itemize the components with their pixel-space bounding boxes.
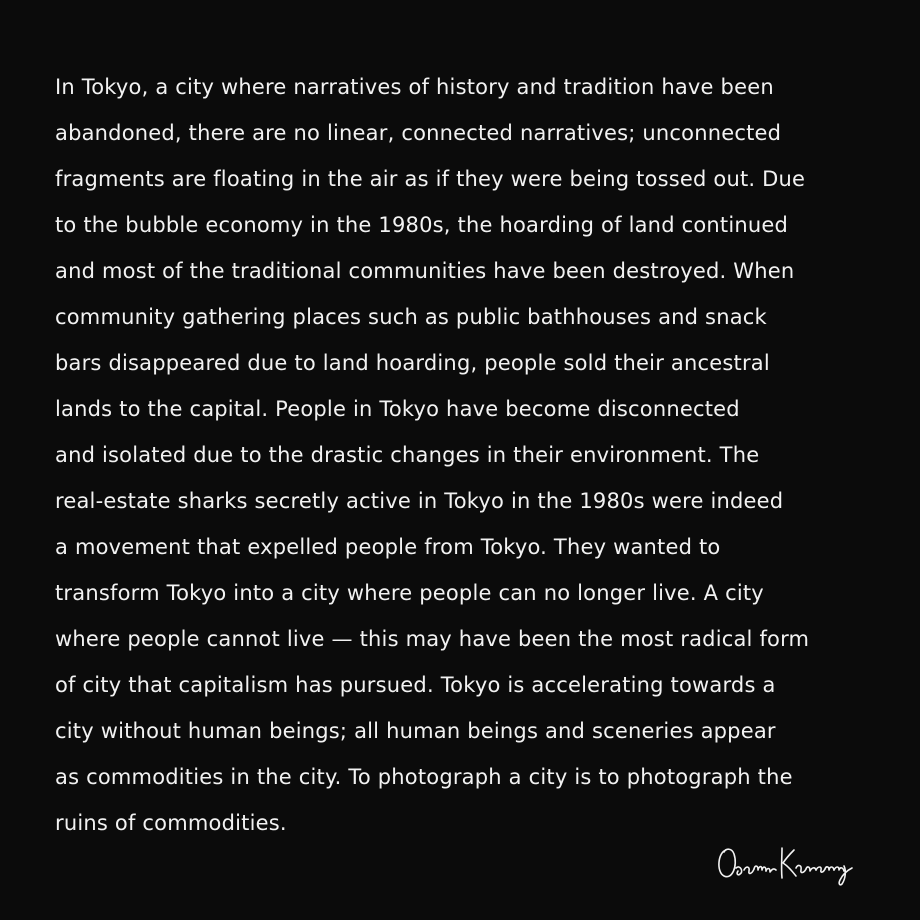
essay-line: of city that capitalism has pursued. Tokyo is accelerating towards a <box>55 673 776 697</box>
essay-line: real-estate sharks secretly active in Tokyo in the 1980s were indeed <box>55 489 784 513</box>
essay-line: abandoned, there are no linear, connected narratives; unconnected <box>55 121 782 145</box>
essay-line: lands to the capital. People in Tokyo have become disconnected <box>55 397 740 421</box>
essay-line: where people cannot live — this may have been the most radical form <box>55 627 810 651</box>
essay-line: In Tokyo, a city where narratives of history and tradition have been <box>55 75 774 99</box>
essay-line: a movement that expelled people from Tokyo. They wanted to <box>55 535 721 559</box>
essay-line: and isolated due to the drastic changes in their environment. The <box>55 443 760 467</box>
essay-line: community gathering places such as public bathhouses and snack <box>55 305 767 329</box>
essay-text <box>55 64 885 846</box>
essay-line: fragments are floating in the air as if they were being tossed out. Due <box>55 167 806 191</box>
essay-line: bars disappeared due to land hoarding, people sold their ancestral <box>55 351 770 375</box>
essay-line: ruins of commodities. <box>55 811 287 835</box>
essay-line: as commodities in the city. To photograph a city is to photograph the <box>55 765 793 789</box>
essay-line: city without human beings; all human beings and sceneries appear <box>55 719 776 743</box>
author-signature <box>712 838 862 888</box>
essay-line: to the bubble economy in the 1980s, the hoarding of land continued <box>55 213 789 237</box>
essay-line: and most of the traditional communities have been destroyed. When <box>55 259 795 283</box>
essay-line: transform Tokyo into a city where people can no longer live. A city <box>55 581 764 605</box>
